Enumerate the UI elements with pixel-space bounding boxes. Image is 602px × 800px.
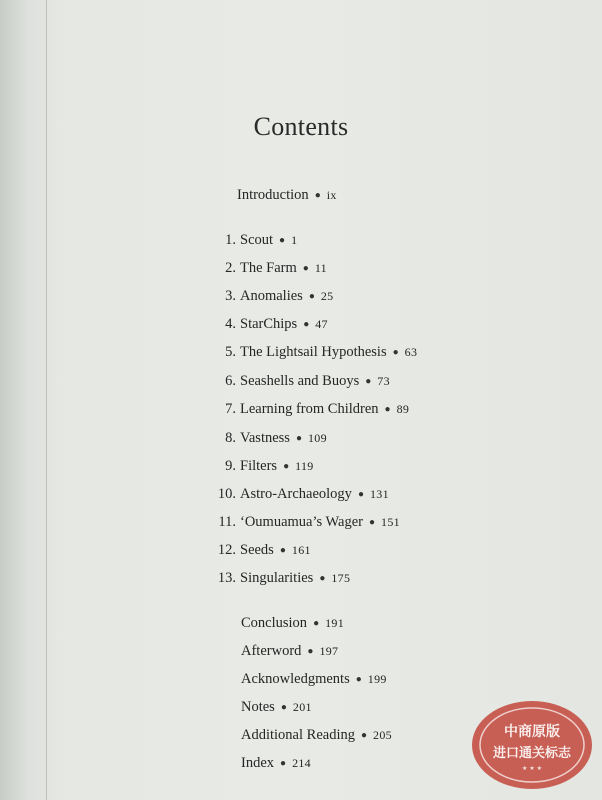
toc-entry xyxy=(214,430,327,447)
page-number: 73 xyxy=(377,374,390,388)
page-number: 151 xyxy=(381,515,400,529)
chapter-number: 13. xyxy=(217,570,236,586)
page-number: 89 xyxy=(396,402,410,416)
toc-entry xyxy=(214,288,333,305)
entry-title: Seeds xyxy=(240,542,274,558)
page-number: 175 xyxy=(331,571,351,585)
entry-title: Singularities xyxy=(240,570,314,586)
chapter-number: 6. xyxy=(225,373,236,389)
separator-dot: ● xyxy=(355,674,362,686)
separator-dot: ● xyxy=(314,190,321,202)
chapter-number: 5. xyxy=(225,344,236,360)
chapter-number: 12. xyxy=(217,542,236,558)
separator-dot: ● xyxy=(360,730,368,742)
page-number: 201 xyxy=(292,700,312,714)
separator-dot: ● xyxy=(308,291,315,303)
entry-title: Index xyxy=(241,755,275,771)
entry-title: Conclusion xyxy=(241,615,308,631)
entry-title: ‘Oumuamua’s Wager xyxy=(240,514,363,530)
toc-entry xyxy=(241,671,387,688)
chapter-number: 4. xyxy=(225,316,236,332)
separator-dot: ● xyxy=(303,319,310,331)
toc-entry xyxy=(214,232,297,249)
separator-dot: ● xyxy=(319,573,326,585)
chapter-number: 3. xyxy=(225,288,236,304)
separator-dot: ● xyxy=(280,758,287,770)
chapter-number: 9. xyxy=(225,458,236,474)
page-number: 214 xyxy=(292,756,311,770)
entry-title: Anomalies xyxy=(240,288,303,304)
separator-dot: ● xyxy=(307,646,314,658)
toc-entry xyxy=(237,187,337,204)
toc-entry xyxy=(241,755,311,772)
separator-dot: ● xyxy=(357,489,364,501)
svg-text:进口通关标志: 进口通关标志 xyxy=(492,746,572,761)
toc-entry xyxy=(241,727,392,744)
page-number: 205 xyxy=(373,728,392,742)
toc-entry xyxy=(210,514,400,531)
chapter-number: 10. xyxy=(217,486,236,502)
entry-title: Seashells and Buoys xyxy=(240,373,360,389)
separator-dot: ● xyxy=(280,702,287,714)
page-number: 47 xyxy=(315,317,328,331)
toc-entry xyxy=(241,699,312,716)
chapter-number: 7. xyxy=(225,401,236,417)
entry-title: Scout xyxy=(240,232,274,248)
page-number: 25 xyxy=(320,289,334,303)
toc-entry xyxy=(214,373,390,390)
separator-dot: ● xyxy=(279,235,286,247)
svg-text:★ ★ ★: ★ ★ ★ xyxy=(522,765,542,772)
toc-entry xyxy=(214,458,314,475)
entry-title: Notes xyxy=(241,699,275,715)
separator-dot: ● xyxy=(384,404,391,416)
toc-entry xyxy=(210,570,350,587)
page-number: 191 xyxy=(325,616,345,630)
entry-title: StarChips xyxy=(240,316,298,332)
chapter-number: 11. xyxy=(218,514,236,530)
page-number: 197 xyxy=(319,644,339,658)
separator-dot: ● xyxy=(392,347,399,359)
toc-entry xyxy=(241,615,344,632)
page-number: 161 xyxy=(291,543,311,557)
page-number: 11 xyxy=(314,261,327,275)
entry-title: The Farm xyxy=(240,260,297,276)
separator-dot: ● xyxy=(279,545,286,557)
page-title: Contents xyxy=(253,112,349,141)
toc-entry xyxy=(241,643,338,660)
entry-title: Additional Reading xyxy=(241,727,355,743)
page-number: 131 xyxy=(369,487,389,501)
page-number: 1 xyxy=(291,233,298,247)
chapter-number: 8. xyxy=(225,430,236,446)
separator-dot: ● xyxy=(283,461,290,473)
separator-dot: ● xyxy=(295,433,302,445)
toc-entry xyxy=(214,401,409,418)
page-number: 199 xyxy=(367,672,387,686)
entry-title: Introduction xyxy=(237,187,309,203)
separator-dot: ● xyxy=(369,517,376,529)
entry-title: Afterword xyxy=(241,643,302,659)
page-number: 109 xyxy=(308,431,327,445)
separator-dot: ● xyxy=(313,618,320,630)
separator-dot: ● xyxy=(365,376,372,388)
toc-entry xyxy=(214,260,327,277)
entry-title: Filters xyxy=(240,458,278,474)
entry-title: Astro-Archaeology xyxy=(240,486,352,502)
page-number: 119 xyxy=(295,459,314,473)
toc-entry xyxy=(210,542,311,559)
entry-title: Vastness xyxy=(240,430,290,446)
entry-title: Acknowledgments xyxy=(241,671,350,687)
chapter-number: 2. xyxy=(225,260,236,276)
svg-text:中商原版: 中商原版 xyxy=(504,724,560,740)
toc-entry xyxy=(214,344,417,361)
separator-dot: ● xyxy=(302,263,309,275)
entry-title: The Lightsail Hypothesis xyxy=(240,344,387,360)
toc-entry xyxy=(210,486,389,503)
chapter-number: 1. xyxy=(225,232,236,248)
import-seal-stamp xyxy=(462,690,592,790)
toc-entry xyxy=(214,316,328,333)
page-number: ix xyxy=(326,188,337,202)
page-number: 63 xyxy=(404,345,418,359)
entry-title: Learning from Children xyxy=(240,401,379,417)
